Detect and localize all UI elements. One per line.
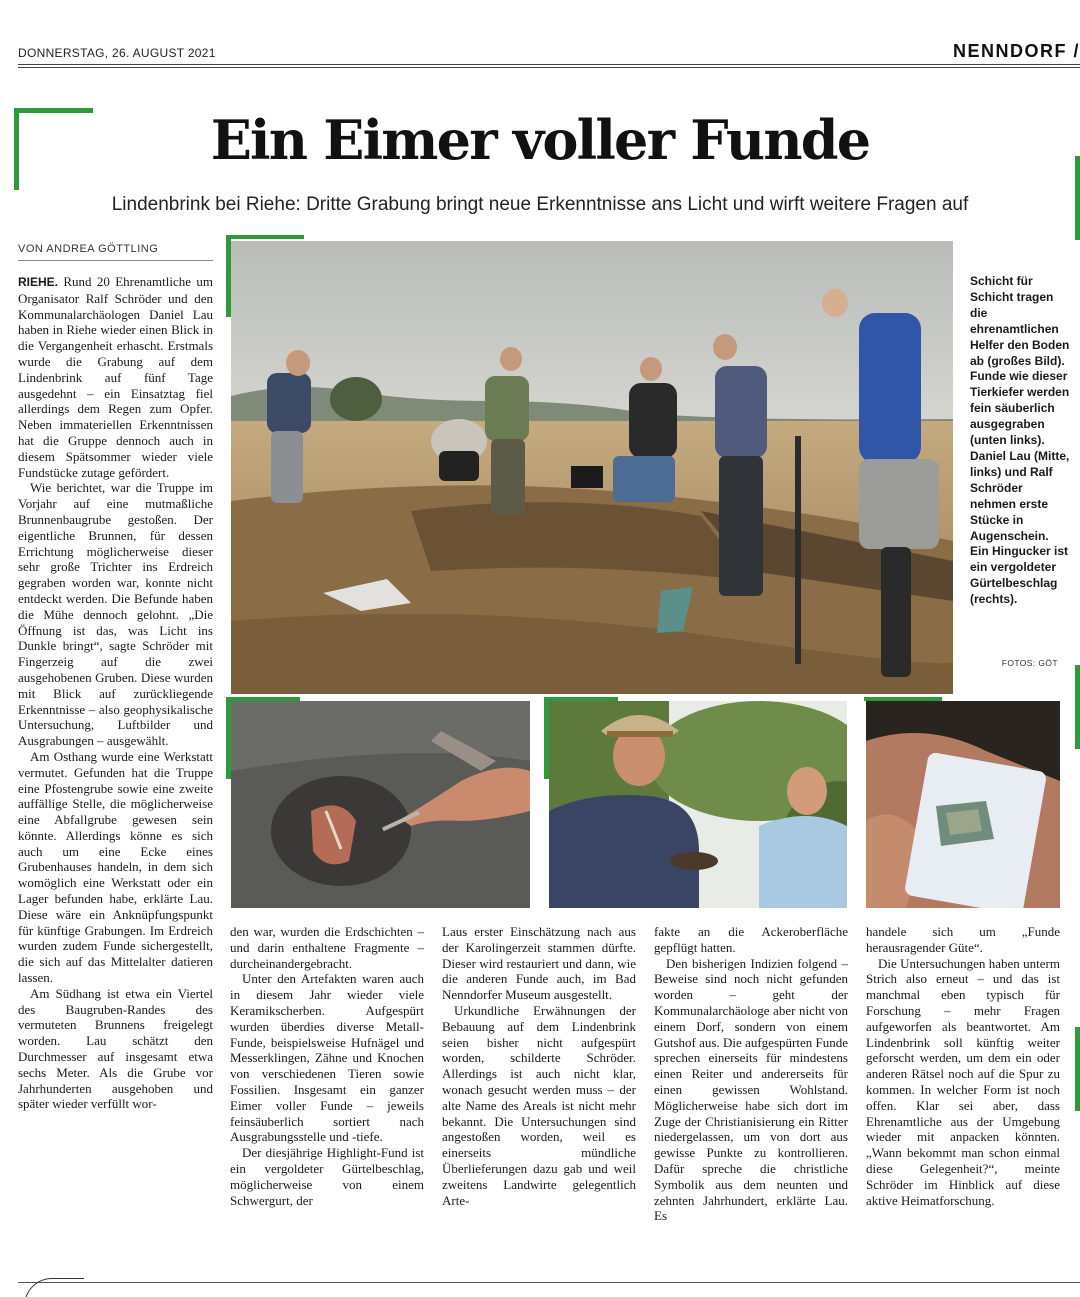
header-rule xyxy=(18,64,1080,65)
article-subheadline: Lindenbrink bei Riehe: Dritte Grabung bringt neue Erkenntnisse ans Licht und wirft weitere Fragen auf xyxy=(111,194,969,215)
article-paragraph: Am Osthang wurde eine Werkstatt vermutet. Gefunden hat die Truppe eine Pfostengrube sowie eine zweite auffällige Stelle, die möglicherweise eine Abfallgrube gewesen sein könnte. Allerdings könne es sich auch um eine Ecke eines Grubenhauses handeln, in dem sich womöglich eine Werkstatt oder ein Lager befunden habe, erklärte Lau. Diese wäre ein Anknüpfungspunkt für künftige Grabungen. Im Erdreich wurden zudem Funde sichergestellt, die sich auf das Mittelalter datieren lassen. xyxy=(18,748,213,986)
article-paragraph: Unter den Artefakten waren auch in diesem Jahr wieder viele Keramikscherben. Aufgespürt wurden überdies diverse Metall-Funde, beispielsweise Hufnägel und Messerklingen, Zähne und Knochen von verschiedenen Tieren sowie Fossilien. Insgesamt ein ganzer Eimer voller Funde – jeweils feinsäuberlich sortiert nach Ausgrabungsstelle und -tiefe. xyxy=(230,971,424,1145)
photo-caption: Schicht für Schicht tragen die ehrenamtlichen Helfer den Boden ab (großes Bild). Funde wie dieser Tierkiefer werden fein säuberlich ausgegraben (unten links). Daniel Lau (Mitte, links) und Ralf Schröder nehmen erste Stücke in Augenschein. Ein Hingucker ist ein vergoldeter Gürtelbeschlag (rechts). xyxy=(970,274,1070,607)
article-paragraph: den war, wurden die Erdschichten – und darin enthaltene Fragmente – durcheinandergebracht. xyxy=(230,924,424,971)
article-paragraph: Am Südhang ist etwa ein Viertel des Baugruben-Randes des vermuteten Brunnens freigelegt worden. Lau schätzt den Durchmesser auf insgesamt etwa sechs Meter. Als die Grube vor Jahrhunderten ausgehoben und später wieder verfüllt wor- xyxy=(18,985,213,1112)
article-paragraph: Den bisherigen Indizien folgend – Beweise sind noch nicht gefunden worden – geht der Kommunalarchäologe aber nicht von einem Dorf, sondern von einem Gutshof aus. Die aufgespürten Funde sprechen einerseits für mindestens einen Reiter und andererseits für einen gewissen Wohlstand. Möglicherweise habe sich dort im Zuge der Christianisierung ein Ritter niedergelassen, um von dort aus gewisse Punkte zu kontrollieren. Dafür spreche die christliche Symbolik aus dem neunten und zehnten Jahrhundert, erklärte Lau. Es xyxy=(654,955,848,1224)
article-paragraph: Der diesjährige Highlight-Fund ist ein vergoldeter Gürtelbeschlag, möglicherweise von einem Schwergurt, der xyxy=(230,1145,424,1208)
article-paragraph: Wie berichtet, war die Truppe im Vorjahr auf eine mutmaßliche Brunnenbaugrube gestoßen. Der eigentliche Brunnen, für dessen Errichtung möglicherweise dieser sehr große Trichter ins Erdreich gegraben worden war, konnte nicht entdeckt werden. Die Befunde haben die Mühe dennoch gelohnt. „Die Öffnung ist das, was Licht ins Dunkle bringt“, sagte Schröder mit Fingerzeig auf die zwei ausgehobenen Gruben. Diese wurden mit Blick auf zurückliegende Erkenntnisse – also geophysikalische Untersuchung, Luftbilder und Ausgrabungen – ausgewählt. xyxy=(18,480,213,749)
article-paragraph: Laus erster Einschätzung nach aus der Karolingerzeit stammen dürfte. Dieser wird restauriert und dann, wie die anderen Funde auch, im Bad Nenndorfer Museum ausgestellt. xyxy=(442,924,636,1003)
header-rule xyxy=(18,67,1080,68)
dateline: RIEHE. xyxy=(18,275,59,289)
article-column-5 xyxy=(866,924,1060,1208)
article-headline: Ein Eimer voller Funde xyxy=(210,108,870,172)
main-photo-excavation xyxy=(231,241,953,694)
article-paragraph: handele sich um „Funde herausragender Güte“. xyxy=(866,924,1060,955)
green-edge-accent xyxy=(1075,665,1080,749)
photo-animal-jaw xyxy=(231,701,530,908)
footer-rule xyxy=(18,1282,1080,1283)
article-paragraph: RIEHE. Rund 20 Ehrenamtliche um Organisator Ralf Schröder und den Kommunalarchäologen Daniel Lau haben in Riehe wieder einen Blick in die Vergangenheit erhascht. Erstmals wurde die Grabung auf dem Lindenbrink auf fünf Tage ausgedehnt – ein Einsatztag fiel allerdings dem Regen zum Opfer. Neben immateriellen Erkenntnissen hat die Gruppe dennoch auch in diesem Spätsommer wieder viele Fundstücke zutage gefördert. xyxy=(18,274,213,480)
article-column-3 xyxy=(442,924,636,1208)
section-name: NENNDORF / xyxy=(953,41,1080,61)
green-corner-accent xyxy=(226,235,304,239)
article-column-2 xyxy=(230,924,424,1208)
article-paragraph: Die Untersuchungen haben unterm Strich also erneut – und das ist manchmal eben typisch für Forschung – mehr Fragen aufgeworfen als beantwortet. Am Lindenbrink soll künftig weiter geforscht werden, um dem ein oder anderen Rätsel noch auf die Spur zu kommen. In welcher Form ist noch offen. Klar sei aber, dass Ehrenamtliche aus der Umgebung wieder mit anpacken könnten. „Wann bekommt man schon einmal diese Gelegenheit?“, meinte Schröder im Hinblick auf diese aktive Heimatforschung. xyxy=(866,955,1060,1208)
green-edge-accent xyxy=(1075,1027,1080,1111)
article-column-4 xyxy=(654,924,848,1224)
issue-date: DONNERSTAG, 26. AUGUST 2021 xyxy=(18,46,216,60)
article-paragraph: Urkundliche Erwähnungen der Bebauung auf dem Lindenbrink seien bisher nicht aufgespürt worden, schilderte Schröder. Allerdings ist auch nicht klar, wonach gesucht werden muss – der alte Name des Areals ist nicht mehr bekannt. Die Untersuchungen sind angestoßen worden, weil es einerseits mündliche Überlieferungen dazu gab und weil zweitens Landwirte gelegentlich Arte- xyxy=(442,1002,636,1208)
article-column-1 xyxy=(18,274,213,1112)
photo-lau-and-schroeder xyxy=(549,701,847,908)
footer-curve-ornament xyxy=(24,1278,84,1297)
byline-rule xyxy=(18,260,213,261)
photo-credit: FOTOS: GÖT xyxy=(1001,658,1058,668)
photo-gilded-belt-fitting xyxy=(866,701,1060,908)
article-paragraph: fakte an die Ackeroberfläche gepflügt hatten. xyxy=(654,924,848,955)
author-byline: VON ANDREA GÖTTLING xyxy=(18,243,159,255)
